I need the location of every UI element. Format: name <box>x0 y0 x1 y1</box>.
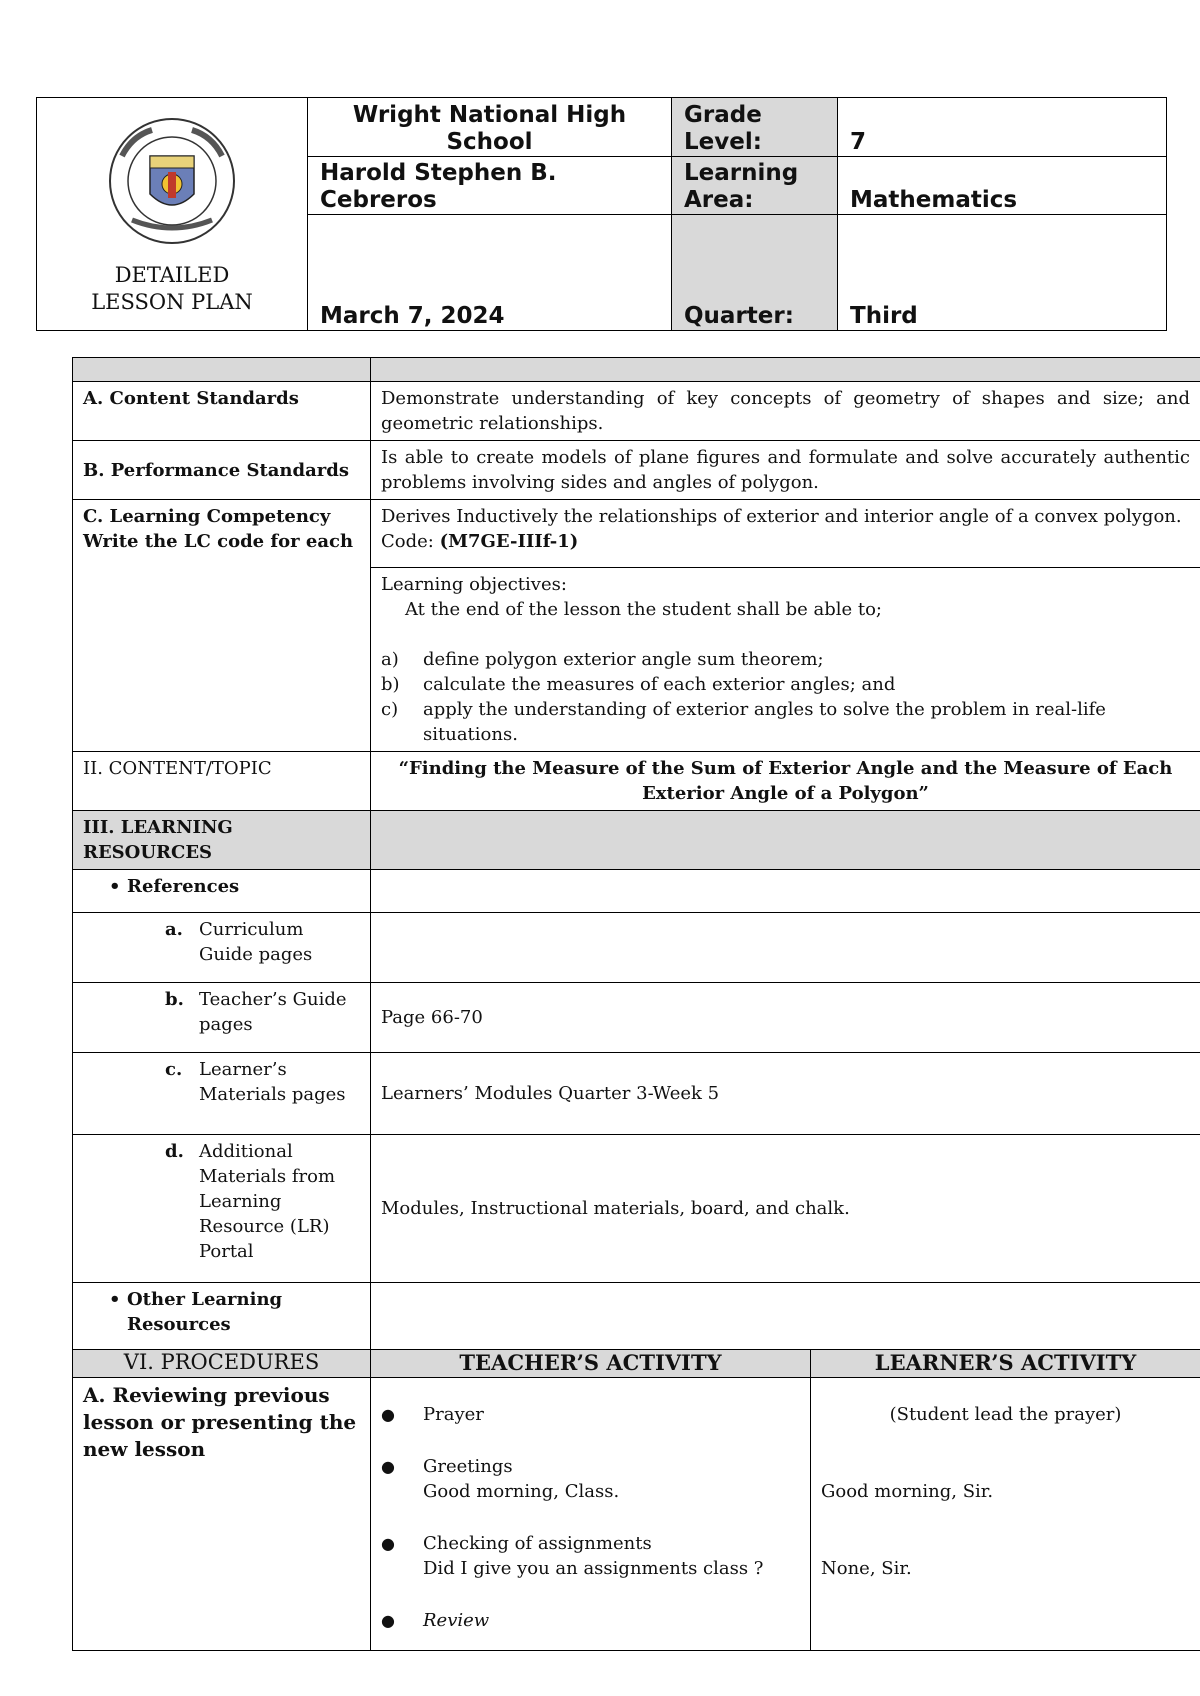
learning-area-label: Learning Area: <box>672 157 838 215</box>
learners-materials-label: c. Learner’s Materials pages <box>73 1053 371 1135</box>
teacher-activity-header: TEACHER’S ACTIVITY <box>371 1350 811 1378</box>
learners-materials-value: Learners’ Modules Quarter 3-Week 5 <box>371 1053 1200 1135</box>
competency-text: Derives Inductively the relationships of exterior and interior angle of a convex polygon. Code: (M7GE-IIIf-1) <box>371 500 1200 568</box>
topic-text: “Finding the Measure of the Sum of Exterior Angle and the Measure of Each Exterior Angle of a Polygon” <box>371 752 1200 811</box>
header-table <box>36 97 1167 331</box>
references-label: • References <box>73 870 371 913</box>
teachers-guide-label: b. Teacher’s Guide pages <box>73 983 371 1053</box>
performance-standards-text: Is able to create models of plane figures and formulate and solve accurately authentic problems involving sides and angles of polygon. <box>371 441 1200 500</box>
objective-item: a) define polygon exterior angle sum theorem; <box>381 649 824 670</box>
content-standards-label: A. Content Standards <box>73 382 371 441</box>
references-value <box>371 870 1200 913</box>
other-resources-value <box>371 1283 1200 1350</box>
document-type-title: DETAILED LESSON PLAN <box>91 263 253 314</box>
lesson-plan-table <box>72 357 1200 1651</box>
objective-item: c) apply the understanding of exterior angles to solve the problem in real-life situations. <box>381 699 1106 745</box>
other-resources-label: • Other Learning Resources <box>73 1283 371 1350</box>
list-item: ● Prayer <box>381 1404 484 1425</box>
grade-level-label: Grade Level: <box>672 98 838 157</box>
school-name: Wright National High School <box>308 98 672 157</box>
curriculum-guide-label: a. Curriculum Guide pages <box>73 913 371 983</box>
learning-objectives: Learning objectives: At the end of the lesson the student shall be able to; a) define polygon exterior angle sum theorem; b) calculate the measures of each exterior angles; and c) apply the understanding of exterior angles to solve the problem in real-life situations. <box>371 568 1200 752</box>
learning-resources-label: III. LEARNING RESOURCES <box>73 811 371 870</box>
logo-cell <box>37 98 308 331</box>
additional-materials-value: Modules, Instructional materials, board, and chalk. <box>371 1135 1200 1283</box>
blank-header-right <box>371 358 1200 382</box>
topic-label: II. CONTENT/TOPIC <box>73 752 371 811</box>
content-standards-text: Demonstrate understanding of key concepts of geometry of shapes and size; and geometric relationships. <box>371 382 1200 441</box>
lesson-date: March 7, 2024 <box>308 215 672 331</box>
performance-standards-label: B. Performance Standards <box>73 441 371 500</box>
additional-materials-label: d. Additional Materials from Learning Resource (LR) Portal <box>73 1135 371 1283</box>
list-item: ● Greetings <box>381 1456 513 1477</box>
quarter-label: Quarter: <box>672 215 838 331</box>
objective-item: b) calculate the measures of each exterior angles; and <box>381 674 896 695</box>
step-a-label: A. Reviewing previous lesson or presenting the new lesson <box>73 1378 371 1651</box>
teacher-activity: ● Prayer ● Greetings Good morning, Class. ● Checking of assignments Did I give you an assignments class ? ● Review <box>371 1378 811 1651</box>
teacher-name: Harold Stephen B. Cebreros <box>308 157 672 215</box>
grade-level-value: 7 <box>838 98 1167 157</box>
learner-activity-header: LEARNER’S ACTIVITY <box>811 1350 1200 1378</box>
learning-area-value: Mathematics <box>838 157 1167 215</box>
blank-header-left <box>73 358 371 382</box>
procedures-header: VI. PROCEDURES <box>73 1350 371 1378</box>
deped-seal-icon <box>92 116 252 246</box>
quarter-value: Third <box>838 215 1167 331</box>
learning-resources-value <box>371 811 1200 870</box>
lc-code: (M7GE-IIIf-1) <box>439 531 579 552</box>
competency-label: C. Learning Competency Write the LC code for each <box>73 500 371 752</box>
curriculum-guide-value <box>371 913 1200 983</box>
learner-activity: (Student lead the prayer) Good morning, Sir. None, Sir. <box>811 1378 1200 1651</box>
teachers-guide-value: Page 66-70 <box>371 983 1200 1053</box>
list-item: ● Review <box>381 1610 490 1631</box>
list-item: ● Checking of assignments <box>381 1533 652 1554</box>
